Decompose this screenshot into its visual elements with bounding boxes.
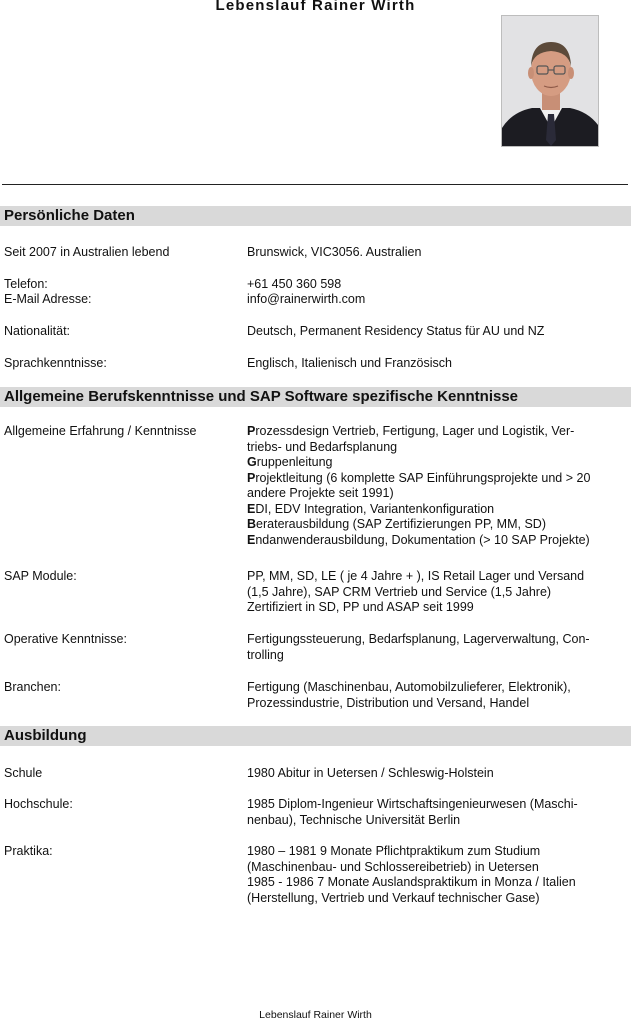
row-value: +61 450 360 598 <box>247 277 342 291</box>
experience-line: Prozessdesign Vertrieb, Fertigung, Lager und Logistik, Ver- <box>247 424 575 438</box>
experience-line: Beraterausbildung (SAP Zertifizierungen PP, MM, SD) <box>247 517 546 531</box>
value-line: nenbau), Technische Universität Berlin <box>247 812 461 827</box>
row-value: Brunswick, VIC3056. Australien <box>247 245 422 259</box>
row-label: Allgemeine Erfahrung / Kenntnisse <box>4 424 197 438</box>
section-heading-personal: Persönliche Daten <box>0 206 631 226</box>
row-label: SAP Module: <box>4 569 77 583</box>
section-heading-skills: Allgemeine Berufskenntnisse und SAP Software spezifische Kenntnisse <box>0 387 631 407</box>
value-line: 1985 Diplom-Ingenieur Wirtschaftsingenieurwesen (Maschi- <box>247 797 578 811</box>
document-title: Lebenslauf Rainer Wirth <box>215 0 416 14</box>
row-label: Hochschule: <box>4 797 73 811</box>
row-label: Branchen: <box>4 680 61 694</box>
row-value <box>247 766 629 782</box>
value-line: PP, MM, SD, LE ( je 4 Jahre + ), IS Retail Lager und Versand <box>247 569 585 583</box>
experience-line: Projektleitung (6 komplette SAP Einführungsprojekte und > 20 <box>247 470 591 485</box>
value-line: 1985 - 1986 7 Monate Auslandspraktikum in Monza / Italien <box>247 875 576 889</box>
row-label: Schule <box>4 766 43 780</box>
value-line: Zertifiziert in SD, PP und ASAP seit 1999 <box>247 600 474 614</box>
value-line: Prozessindustrie, Distribution und Versand, Handel <box>247 695 530 710</box>
row-value: Englisch, Italienisch und Französisch <box>247 356 452 370</box>
row-value: Deutsch, Permanent Residency Status für AU und NZ <box>247 324 545 338</box>
row-label: Sprachkenntnisse: <box>4 356 107 370</box>
experience-list <box>247 424 629 548</box>
row-label: Seit 2007 in Australien lebend <box>4 245 170 259</box>
section-heading-education: Ausbildung <box>0 726 631 746</box>
value-line: (Herstellung, Vertrieb und Verkauf technischer Gase) <box>247 890 540 905</box>
row-label: E-Mail Adresse: <box>4 292 92 306</box>
experience-line: triebs- und Bedarfsplanung <box>247 439 398 454</box>
row-label: Telefon: <box>4 277 48 291</box>
row-label: Nationalität: <box>4 324 71 338</box>
row-label: Operative Kenntnisse: <box>4 632 127 646</box>
value-line: Fertigung (Maschinenbau, Automobilzulieferer, Elektronik), <box>247 680 571 694</box>
value-line: (1,5 Jahre), SAP CRM Vertrieb und Service (1,5 Jahre) <box>247 584 552 599</box>
row-label: Praktika: <box>4 844 53 858</box>
value-line: trolling <box>247 647 284 662</box>
value-line: Fertigungssteuerung, Bedarfsplanung, Lagerverwaltung, Con- <box>247 632 590 646</box>
page-footer: Lebenslauf Rainer Wirth <box>259 1009 372 1021</box>
row-value <box>247 797 629 828</box>
experience-line: Gruppenleitung <box>247 455 333 469</box>
row-value <box>247 632 629 663</box>
experience-line: andere Projekte seit 1991) <box>247 486 394 500</box>
row-value <box>247 844 629 906</box>
experience-line: EDI, EDV Integration, Variantenkonfiguration <box>247 501 495 516</box>
row-value <box>247 569 629 616</box>
portrait-photo <box>501 15 599 147</box>
row-value: info@rainerwirth.com <box>247 292 366 306</box>
row-value <box>247 680 629 711</box>
value-line: 1980 – 1981 9 Monate Pflichtpraktikum zum Studium <box>247 844 541 858</box>
value-line: (Maschinenbau- und Schlossereibetrieb) in Uetersen <box>247 859 539 874</box>
value-line: 1980 Abitur in Uetersen / Schleswig-Holstein <box>247 766 494 780</box>
header-divider <box>2 184 628 185</box>
experience-line: Endanwenderausbildung, Dokumentation (> 10 SAP Projekte) <box>247 532 590 547</box>
